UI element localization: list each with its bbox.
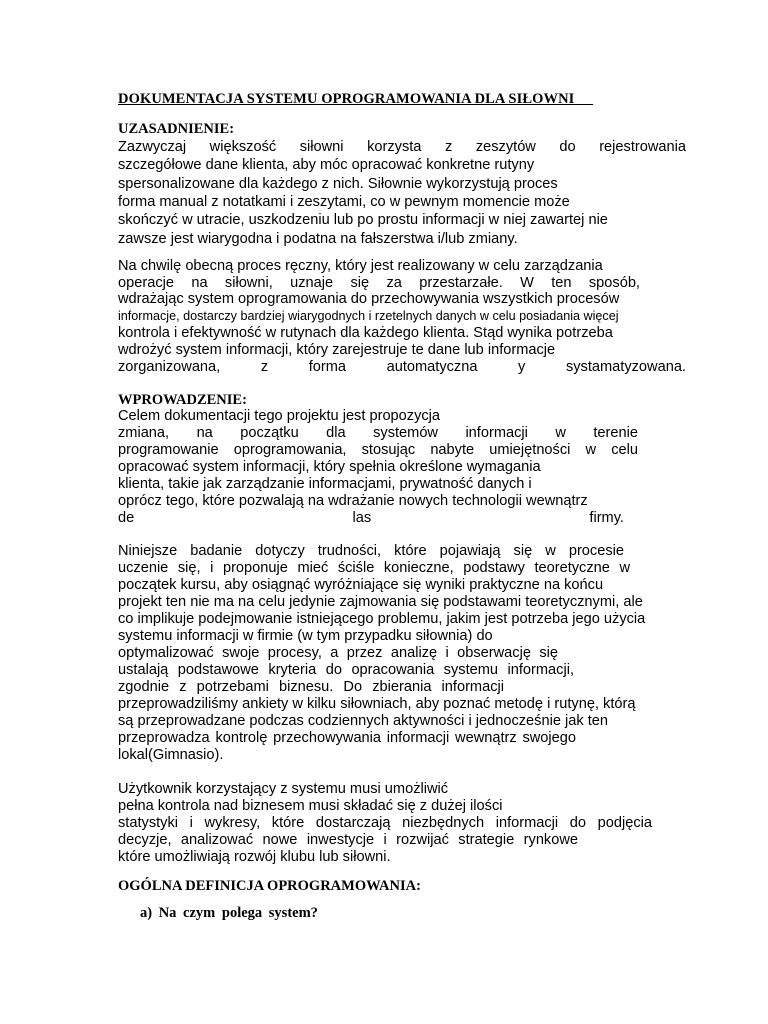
paragraph-line: wdrażając system oprogramowania do przechowywania wszystkich procesów (118, 291, 620, 307)
paragraph-line: programowanie oprogramowania, stosując nabyte umiejętności w celu (118, 442, 638, 458)
paragraph-line: decyzje, analizować nowe inwestycje i rozwijać strategie rynkowe (118, 832, 578, 848)
paragraph-line: systemu informacji w firmie (w tym przypadku siłownia) do (118, 628, 493, 644)
paragraph-line: optymalizować swoje procesy, a przez analizę i obserwację się (118, 645, 558, 661)
paragraph-line: przeprowadziliśmy ankiety w kilku siłowniach, aby poznać metodę i rutynę, którą (118, 696, 636, 712)
paragraph-line: Użytkownik korzystający z systemu musi umożliwić (118, 781, 449, 797)
paragraph-line: lokal(Gimnasio). (118, 747, 224, 763)
paragraph-line: ustalają podstawowe kryteria do opracowania systemu informacji, (118, 662, 574, 678)
paragraph-line: operacje na siłowni, uznaje się za przestarzałe. W ten sposób, (118, 275, 640, 291)
paragraph-line: informacje, dostarczy bardziej wiarygodnych i rzetelnych danych w celu posiadania więcej (118, 309, 619, 323)
paragraph-line: przeprowadza kontrolę przechowywania informacji wewnątrz swojego (118, 730, 576, 746)
paragraph-line: kontrola i efektywność w rutynach dla każdego klienta. Stąd wynika potrzeba (118, 325, 613, 341)
paragraph-line: oprócz tego, które pozwalają na wdrażanie nowych technologii wewnątrz (118, 493, 588, 509)
paragraph-line: spersonalizowane dla każdego z nich. Siłownie wykorzystują proces (118, 176, 558, 192)
paragraph-line: projekt ten nie ma na celu jedynie zajmowania się podstawami teoretycznymi, ale (118, 594, 643, 610)
paragraph-line: Niniejsze badanie dotyczy trudności, które pojawiają się w procesie (118, 543, 624, 559)
paragraph-line: skończyć w utracie, uszkodzeniu lub po prostu informacji w niej zawartej nie (118, 212, 608, 228)
paragraph-line: co implikuje podejmowanie istniejącego problemu, jakim jest potrzeba jego użycia (118, 611, 646, 627)
document-title: DOKUMENTACJA SYSTEMU OPROGRAMOWANIA DLA SIŁOWNI (118, 91, 594, 107)
paragraph-line: opracować system informacji, który spełnia określone wymagania (118, 459, 541, 475)
paragraph-line: forma manual z notatkami i zeszytami, co w pewnym momencie może (118, 194, 570, 210)
heading-uzasadnienie: UZASADNIENIE: (118, 121, 235, 137)
paragraph-line: Zazwyczaj większość siłowni korzysta z zeszytów do rejestrowania (118, 139, 686, 155)
paragraph-line: szczegółowe dane klienta, aby móc opracować konkretne rutyny (118, 157, 535, 173)
paragraph-line: które umożliwiają rozwój klubu lub siłowni. (118, 849, 391, 865)
paragraph-line: uczenie się, i proponuje mieć ściśle konieczne, podstawy teoretyczne w (118, 560, 630, 576)
paragraph-line: zawsze jest wiarygodna i podatna na fałszerstwa i/lub zmiany. (118, 231, 518, 247)
paragraph-line: wdrożyć system informacji, który zarejestruje te dane lub informacje (118, 342, 556, 358)
paragraph-line: Celem dokumentacji tego projektu jest propozycja (118, 408, 441, 424)
paragraph-line: pełna kontrola nad biznesem musi składać się z dużej ilości (118, 798, 503, 814)
paragraph-line: statystyki i wykresy, które dostarczają niezbędnych informacji do podjęcia (118, 815, 652, 831)
list-item: a) Na czym polega system? (140, 905, 318, 921)
paragraph-line: są przeprowadzane podczas codziennych aktywności i jednocześnie jak ten (118, 713, 608, 729)
paragraph-line: zmiana, na początku dla systemów informacji w terenie (118, 425, 638, 441)
paragraph-line: zgodnie z potrzebami biznesu. Do zbierania informacji (118, 679, 504, 695)
heading-wprowadzenie: WPROWADZENIE: (118, 392, 247, 408)
paragraph-line: Na chwilę obecną proces ręczny, który jest realizowany w celu zarządzania (118, 258, 603, 274)
heading-ogolna-definicja: OGÓLNA DEFINICJA OPROGRAMOWANIA: (118, 878, 421, 894)
paragraph-line: klienta, takie jak zarządzanie informacjami, prywatność danych i (118, 476, 532, 492)
paragraph-line: zorganizowana, z forma automatyczna y systamatyzowana. (118, 359, 686, 375)
paragraph-line: de las firmy. (118, 510, 624, 526)
paragraph-line: początek kursu, aby osiągnąć wyróżniające się wyniki praktyczne na końcu (118, 577, 604, 593)
